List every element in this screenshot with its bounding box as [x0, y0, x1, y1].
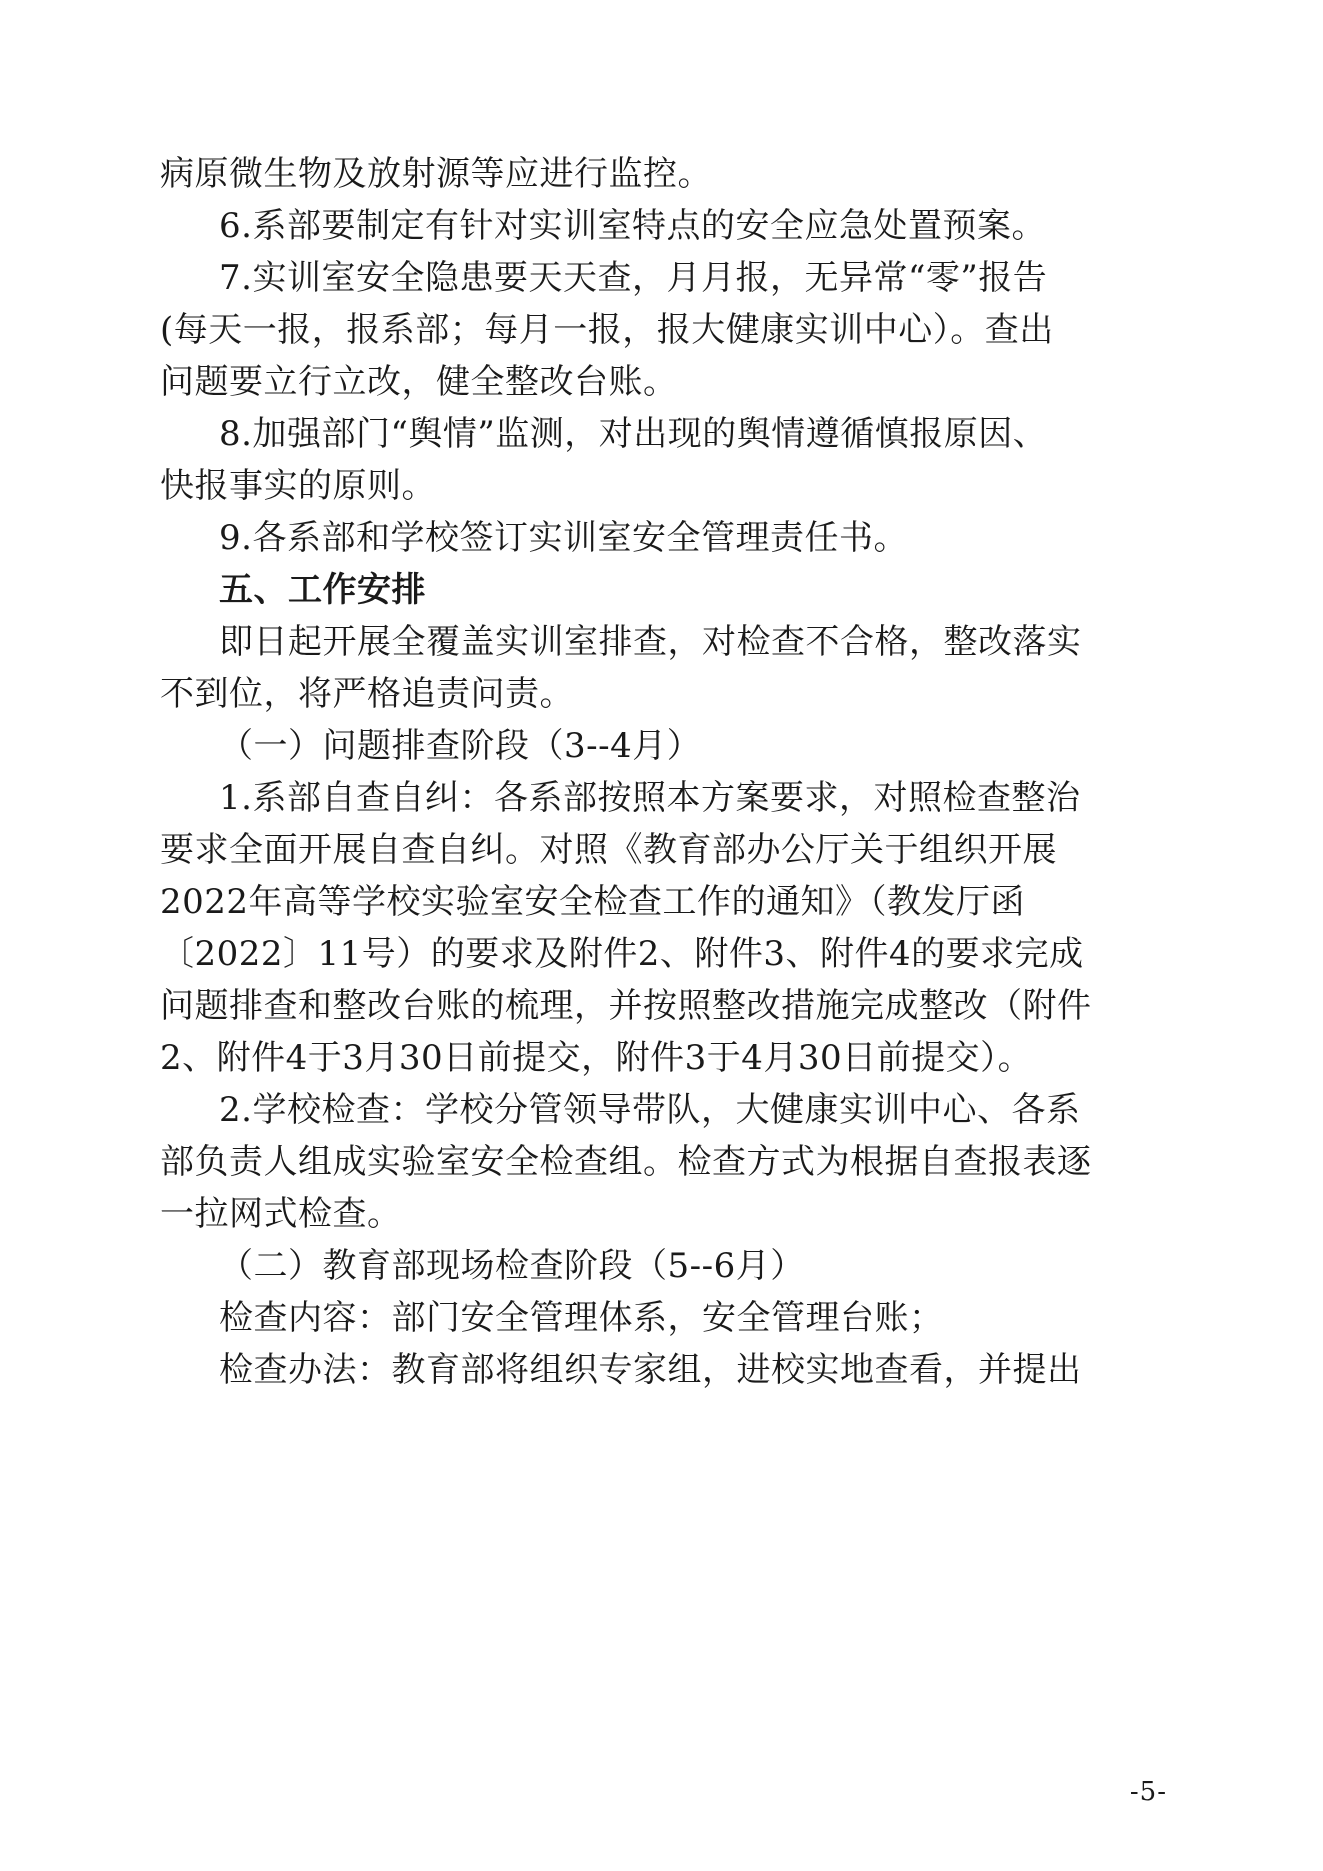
paragraph-line: 一拉网式检查。	[160, 1194, 402, 1234]
subsection-heading: （二）教育部现场检查阶段（5--6月）	[219, 1246, 805, 1286]
paragraph-line: 8.加强部门“舆情”监测，对出现的舆情遵循慎报原因、	[219, 414, 1048, 454]
paragraph-line: 检查办法：教育部将组织专家组，进校实地查看，并提出	[219, 1350, 1082, 1390]
paragraph-line: (每天一报，报系部；每月一报，报大健康实训中心）。查出	[160, 310, 1054, 350]
paragraph-line: 病原微生物及放射源等应进行监控。	[160, 154, 712, 194]
paragraph-line: 1.系部自查自纠：各系部按照本方案要求，对照检查整治	[219, 778, 1081, 818]
paragraph-line: 即日起开展全覆盖实训室排查，对检查不合格，整改落实	[219, 622, 1082, 662]
page-number: -5-	[1129, 1777, 1167, 1807]
paragraph-line: 9.各系部和学校签订实训室安全管理责任书。	[219, 518, 908, 558]
paragraph-line: 部负责人组成实验室安全检查组。检查方式为根据自查报表逐	[160, 1142, 1092, 1182]
paragraph-line: 检查内容：部门安全管理体系，安全管理台账；	[219, 1298, 944, 1338]
paragraph-line: 2、附件4于3月30日前提交，附件3于4月30日前提交）。	[160, 1038, 1033, 1078]
paragraph-line: 问题排查和整改台账的梳理，并按照整改措施完成整改（附件	[160, 986, 1092, 1026]
paragraph-line: 不到位，将严格追责问责。	[160, 674, 574, 714]
paragraph-line: 2.学校检查：学校分管领导带队，大健康实训中心、各系	[219, 1090, 1081, 1130]
paragraph-line: 快报事实的原则。	[160, 466, 436, 506]
paragraph-line: 问题要立行立改，健全整改台账。	[160, 362, 678, 402]
paragraph-line: 2022年高等学校实验室安全检查工作的通知》（教发厅函	[160, 882, 1026, 922]
paragraph-line: 6.系部要制定有针对实训室特点的安全应急处置预案。	[219, 206, 1046, 246]
paragraph-line: 要求全面开展自查自纠。对照《教育部办公厅关于组织开展	[160, 830, 1057, 870]
paragraph-line: 7.实训室安全隐患要天天查，月月报，无异常“零”报告	[219, 258, 1048, 298]
section-heading: 五、工作安排	[219, 570, 426, 610]
subsection-heading: （一）问题排查阶段（3--4月）	[219, 726, 702, 766]
paragraph-line: 〔2022〕11号）的要求及附件2、附件3、附件4的要求完成	[160, 934, 1084, 974]
